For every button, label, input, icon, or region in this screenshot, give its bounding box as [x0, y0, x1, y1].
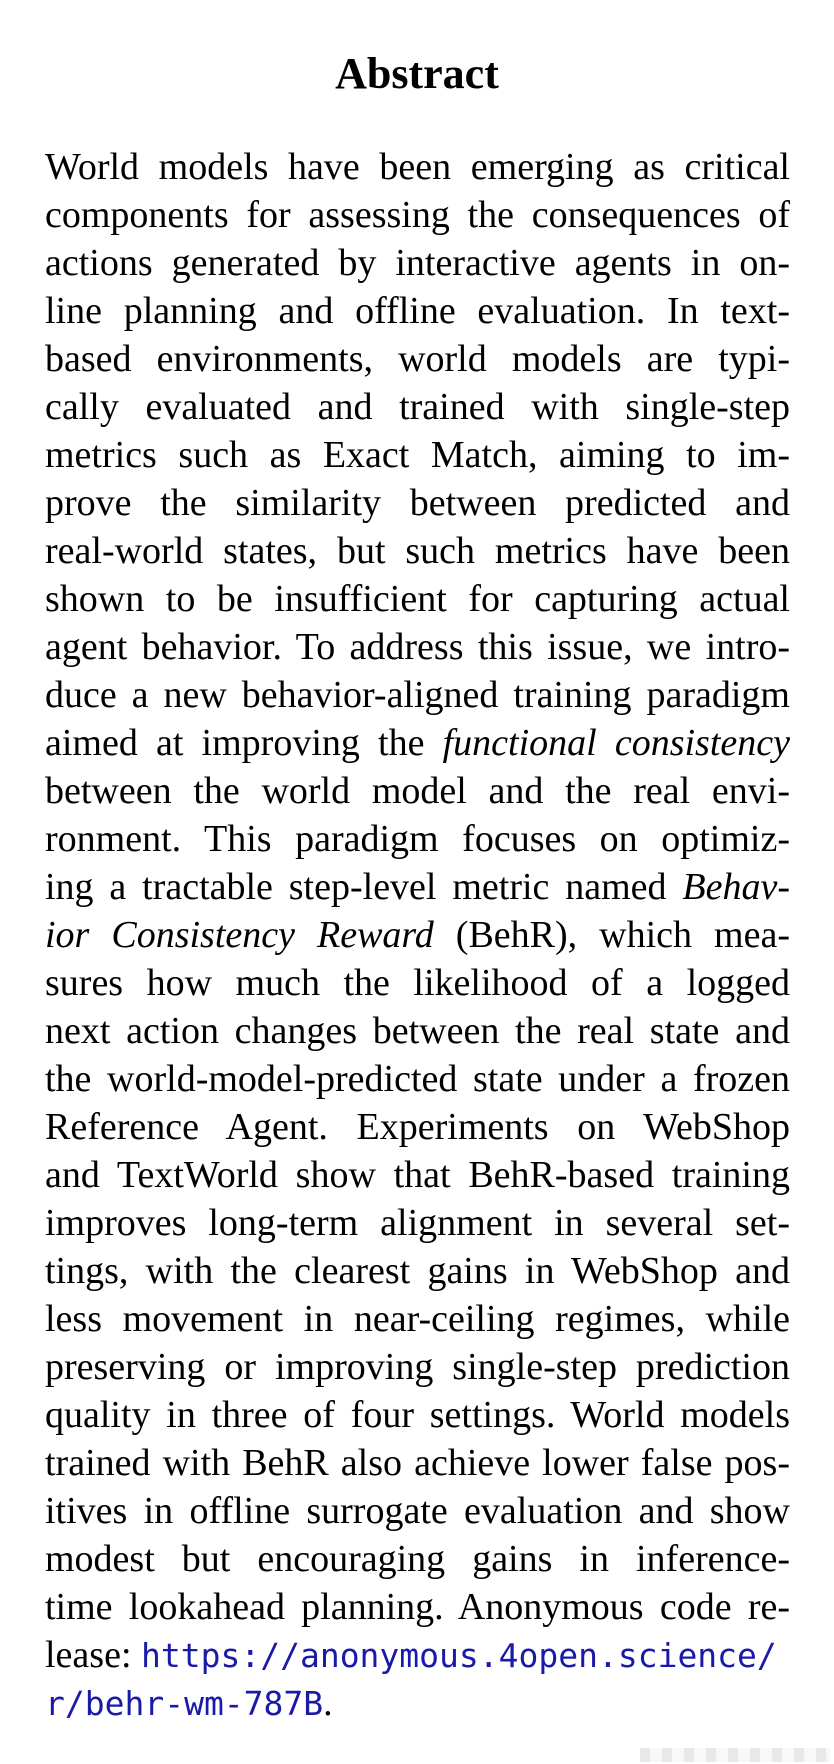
line-text: ing a tractable step-level metric named: [45, 866, 683, 908]
italic-term: functional consistency: [442, 722, 790, 764]
abstract-line: duce a new behavior-aligned training paradigm: [45, 674, 790, 716]
abstract-line: the world-model-predicted state under a frozen: [45, 1058, 790, 1100]
line-text: .: [323, 1682, 333, 1724]
line-text: aimed at improving the: [45, 722, 443, 764]
abstract-line: prove the similarity between predicted and: [45, 482, 790, 524]
abstract-line: next action changes between the real state and: [45, 1010, 790, 1052]
abstract-body: [45, 143, 790, 1727]
abstract-line: between the world model and the real envi-: [45, 770, 790, 812]
scan-artifact-strip: [640, 1748, 830, 1762]
abstract-line: metrics such as Exact Match, aiming to im-: [45, 434, 790, 476]
abstract-line: trained with BehR also achieve lower false pos-: [45, 1442, 790, 1484]
abstract-line: ronment. This paradigm focuses on optimiz-: [45, 818, 790, 860]
abstract-line: [45, 911, 790, 959]
code-release-link[interactable]: https://anonymous.4open.science/: [141, 1636, 777, 1675]
abstract-line: tings, with the clearest gains in WebShop and: [45, 1250, 790, 1292]
abstract-line: agent behavior. To address this issue, we intro-: [45, 626, 790, 668]
abstract-line: components for assessing the consequences of: [45, 194, 790, 236]
abstract-line: actions generated by interactive agents in on-: [45, 242, 790, 284]
italic-term: Behav-: [682, 866, 790, 908]
abstract-line: [45, 1631, 790, 1679]
abstract-line: time lookahead planning. Anonymous code re-: [45, 1586, 790, 1628]
abstract-line: [45, 1679, 790, 1727]
abstract-line: itives in offline surrogate evaluation and show: [45, 1490, 790, 1532]
abstract-line: modest but encouraging gains in inference-: [45, 1538, 790, 1580]
abstract-line: improves long-term alignment in several set-: [45, 1202, 790, 1244]
abstract-heading: Abstract: [335, 49, 499, 98]
line-text: lease:: [45, 1634, 142, 1676]
abstract-line: sures how much the likelihood of a logged: [45, 962, 790, 1004]
abstract-line: line planning and offline evaluation. In text-: [45, 290, 790, 332]
line-text: (BehR), which mea-: [433, 914, 790, 956]
abstract-line: real-world states, but such metrics have been: [45, 530, 790, 572]
abstract-line: shown to be insufficient for capturing actual: [45, 578, 790, 620]
italic-term: ior Consistency Reward: [45, 914, 434, 956]
abstract-line: quality in three of four settings. World models: [45, 1394, 790, 1436]
abstract-line: [45, 719, 790, 767]
abstract-line: World models have been emerging as critical: [45, 146, 790, 188]
abstract-line: less movement in near-ceiling regimes, while: [45, 1298, 790, 1340]
abstract-line: cally evaluated and trained with single-step: [45, 386, 790, 428]
abstract-line: and TextWorld show that BehR-based training: [45, 1154, 790, 1196]
abstract-line: [45, 863, 790, 911]
abstract-line: preserving or improving single-step prediction: [45, 1346, 790, 1388]
abstract-line: based environments, world models are typi-: [45, 338, 790, 380]
abstract-line: Reference Agent. Experiments on WebShop: [45, 1106, 790, 1148]
code-release-link[interactable]: r/behr-wm-787B: [45, 1684, 324, 1723]
